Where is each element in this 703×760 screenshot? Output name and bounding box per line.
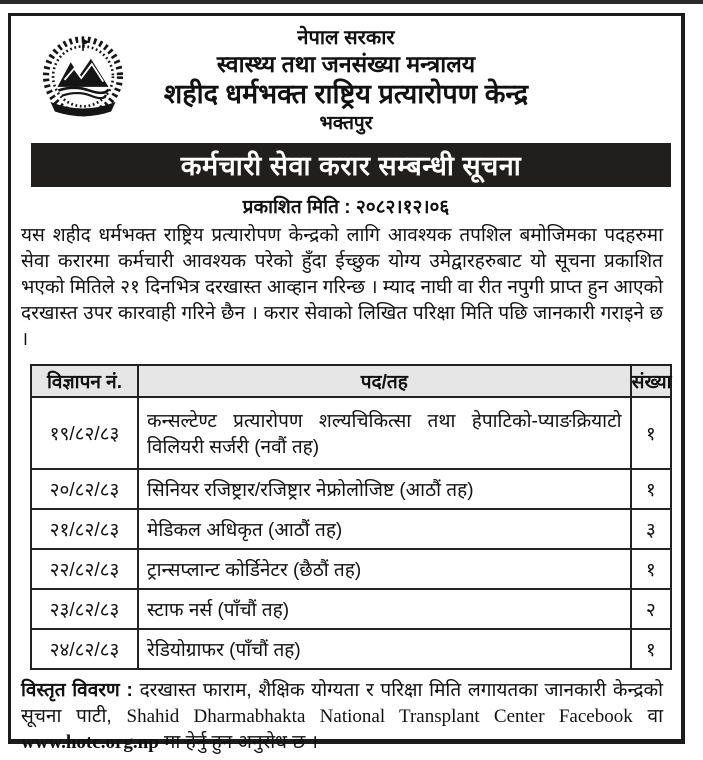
ministry-name: स्वास्थ्य तथा जनसंख्या मन्त्रालय xyxy=(216,51,476,77)
position-cell: ट्रान्सप्लान्ट कोर्डिनेटर (छैठौं तह) xyxy=(138,549,631,589)
count-cell: १ xyxy=(631,629,671,669)
position-cell: स्टाफ नर्स (पाँचौं तह) xyxy=(138,589,631,629)
footer-text-intro: दरखास्त फाराम, शैक्षिक योग्यता र परिक्षा मिति लगायतका जानकारी केन्द्रको सूचना पाटी, xyxy=(21,680,664,727)
footer-english-name: Shahid Dharmabhakta National Transplant Center Facebook xyxy=(126,706,633,727)
position-cell: कन्सल्टेण्ट प्रत्यारोपण शल्यचिकित्सा तथा हेपाटिको-प्याङक्रियाटो विलियरी सर्जरी (नवौं तह) xyxy=(138,397,631,469)
government-name: नेपाल सरकार xyxy=(297,27,395,49)
center-name: शहीद धर्मभक्त राष्ट्रिय प्रत्यारोपण केन्द्र xyxy=(163,79,529,109)
page-top-edge-strip xyxy=(0,0,703,4)
advert-no-cell: २२/८२/८३ xyxy=(31,549,138,589)
table-row xyxy=(31,549,671,589)
nepal-government-emblem-icon xyxy=(39,34,127,124)
count-cell: १ xyxy=(631,469,671,509)
center-location: भक्तपुर xyxy=(319,113,373,134)
letterhead xyxy=(11,26,681,137)
footer-text-or: वा xyxy=(647,706,664,727)
table-row xyxy=(31,629,671,669)
notice-border-box xyxy=(8,13,685,753)
count-cell: १ xyxy=(631,549,671,589)
published-date-line xyxy=(11,196,681,220)
table-row xyxy=(31,509,671,549)
count-cell: ३ xyxy=(631,509,671,549)
header-count: संख्या xyxy=(631,365,671,397)
advert-no-cell: २३/८२/८३ xyxy=(31,589,138,629)
website-url: www.hotc.org.np xyxy=(21,732,159,753)
table-row xyxy=(31,397,671,469)
advert-no-cell: २०/८२/८३ xyxy=(31,469,138,509)
count-cell: २ xyxy=(631,589,671,629)
vacancy-table xyxy=(30,364,672,670)
advert-no-cell: २४/८२/८३ xyxy=(31,629,138,669)
footer-label: विस्तृत विवरण : xyxy=(21,680,133,701)
position-cell: रेडियोग्राफर (पाँचौं तह) xyxy=(138,629,631,669)
notice-body-paragraph: यस शहीद धर्मभक्त राष्ट्रिय प्रत्यारोपण केन्द्रको लागि आवश्यक तपशिल बमोजिमका पदहरुमा सेवा करारमा कर्मचारी आवश्यक परेको हुँदा ईच्छुक योग्य उमेद्वारहरुबाट यो सूचना प्रकाशित भएको मितिले २१ दिनभित्र दरखास्त आव्हान गरिन्छ । म्याद नाघी वा रीत नपुगी प्राप्त हुन आएको दरखास्त उपर कारवाही गरिने छैन । करार सेवाको लिखित परिक्षा मिति पछि जानकारी गराइने छ । xyxy=(21,225,663,350)
count-cell: १ xyxy=(631,397,671,469)
table-row xyxy=(31,469,671,509)
footer-text-close: मा हेर्नु हुन अनुरोध छ । xyxy=(164,732,318,753)
position-cell: मेडिकल अधिकृत (आठौं तह) xyxy=(138,509,631,549)
advert-no-cell: २१/८२/८३ xyxy=(31,509,138,549)
notice-title-banner: कर्मचारी सेवा करार सम्बन्धी सूचना xyxy=(31,143,671,187)
published-date-value: २०८२।१२।०६ xyxy=(355,197,450,218)
header-position: पद/तह xyxy=(138,365,631,397)
table-header-row xyxy=(31,365,671,397)
footer-details-paragraph xyxy=(21,678,663,756)
table-row xyxy=(31,589,671,629)
header-advert-no: विज्ञापन नं. xyxy=(31,365,138,397)
advert-no-cell: १९/८२/८३ xyxy=(31,397,138,469)
position-cell: सिनियर रजिष्ट्रार/रजिष्ट्रार नेफ्रोलोजिष्ट (आठौं तह) xyxy=(138,469,631,509)
published-date-label: प्रकाशित मिति : xyxy=(242,197,351,218)
